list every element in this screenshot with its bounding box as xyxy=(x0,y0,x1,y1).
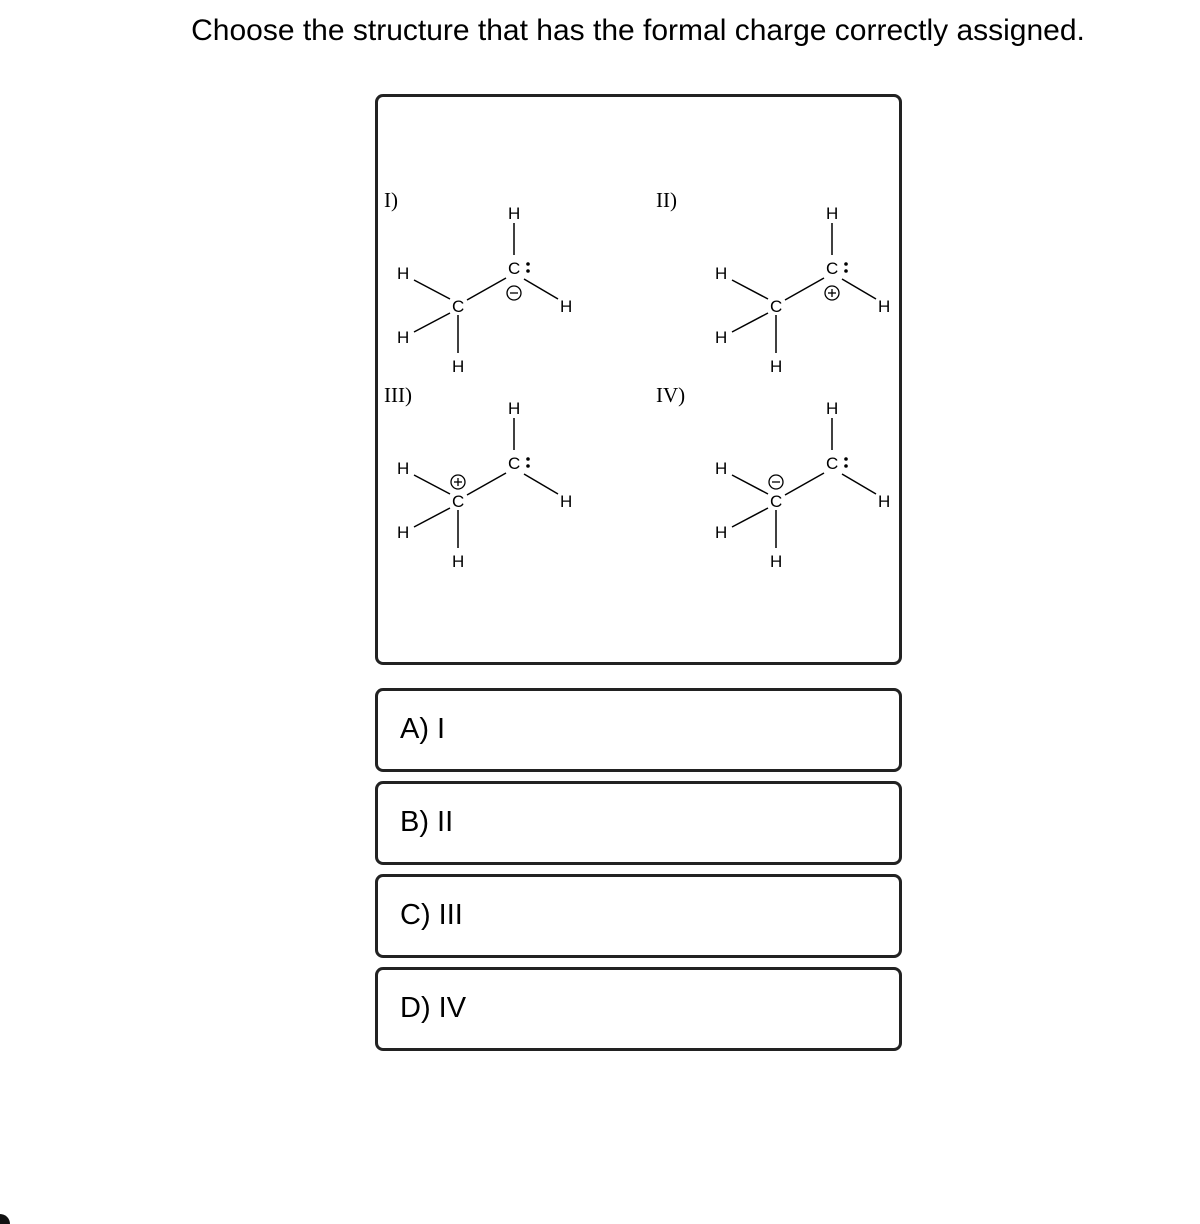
plus-charge-icon xyxy=(825,286,839,300)
structure-numeral: II) xyxy=(656,188,677,212)
hydrogen-atom: H xyxy=(560,492,573,511)
minus-charge-icon xyxy=(507,286,521,300)
choice-label: A) I xyxy=(400,713,446,745)
answer-choice-a[interactable] xyxy=(375,688,902,772)
hydrogen-atom: H xyxy=(397,523,410,542)
carbon-atom: C xyxy=(770,297,783,316)
carbon-atom: C xyxy=(508,454,521,473)
hydrogen-atom: H xyxy=(397,328,410,347)
choice-label: B) II xyxy=(400,806,454,838)
hydrogen-atom: H xyxy=(770,357,783,376)
carbon-atom: C xyxy=(452,297,465,316)
carbon-atom: C xyxy=(826,454,839,473)
structure-1 xyxy=(384,188,572,376)
carbon-atom: C xyxy=(826,259,839,278)
hydrogen-atom: H xyxy=(826,204,839,223)
structure-numeral: III) xyxy=(384,383,412,407)
hydrogen-atom: H xyxy=(770,552,783,571)
carbon-atom: C xyxy=(508,259,521,278)
hydrogen-atom: H xyxy=(452,357,465,376)
choice-label: D) IV xyxy=(400,992,467,1024)
carbon-atom: C xyxy=(770,492,783,511)
hydrogen-atom: H xyxy=(397,459,410,478)
minus-charge-icon xyxy=(769,475,783,489)
structures-drawing xyxy=(378,97,899,662)
answer-choice-d[interactable] xyxy=(375,967,902,1051)
hydrogen-atom: H xyxy=(715,523,728,542)
choice-label: C) III xyxy=(400,899,463,931)
hydrogen-atom: H xyxy=(452,552,465,571)
structure-2 xyxy=(656,188,890,376)
hydrogen-atom: H xyxy=(508,204,521,223)
window-corner xyxy=(0,1214,10,1224)
hydrogen-atom: H xyxy=(878,297,891,316)
hydrogen-atom: H xyxy=(508,399,521,418)
question-text: Choose the structure that has the formal charge correctly assigned. xyxy=(191,14,1085,47)
structure-3 xyxy=(384,383,572,571)
hydrogen-atom: H xyxy=(826,399,839,418)
hydrogen-atom: H xyxy=(878,492,891,511)
answer-choice-b[interactable] xyxy=(375,781,902,865)
plus-charge-icon xyxy=(451,475,465,489)
hydrogen-atom: H xyxy=(715,264,728,283)
answer-choice-c[interactable] xyxy=(375,874,902,958)
hydrogen-atom: H xyxy=(715,459,728,478)
structure-4 xyxy=(656,383,890,571)
structure-numeral: IV) xyxy=(656,383,686,407)
hydrogen-atom: H xyxy=(560,297,573,316)
carbon-atom: C xyxy=(452,492,465,511)
hydrogen-atom: H xyxy=(715,328,728,347)
structure-numeral: I) xyxy=(384,188,398,212)
structures-figure xyxy=(375,94,902,665)
hydrogen-atom: H xyxy=(397,264,410,283)
